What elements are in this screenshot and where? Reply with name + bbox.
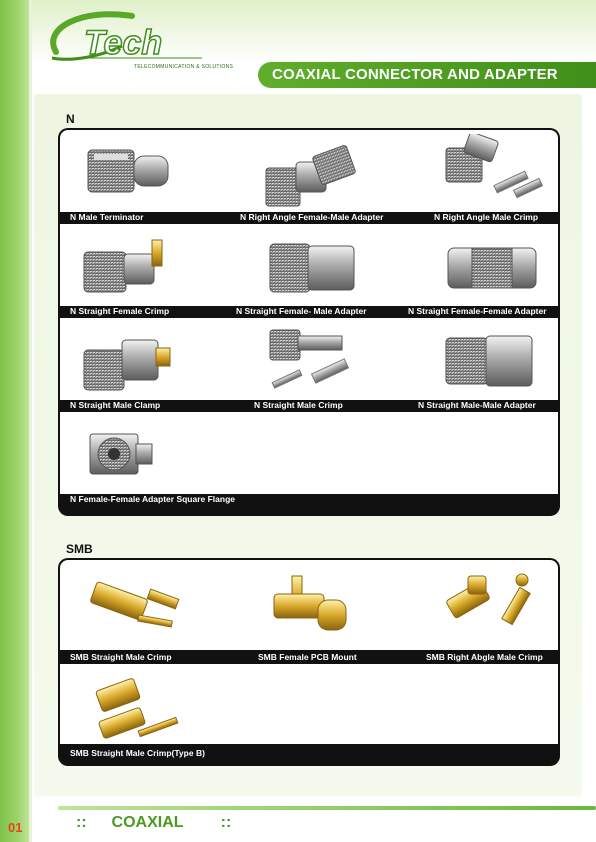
footer-title: COAXIAL — [111, 814, 184, 831]
section-label-smb: SMB — [66, 542, 93, 556]
smb-female-pcb-mount-image — [270, 574, 354, 647]
product-label: N Straight Male Crimp — [254, 400, 343, 410]
product-row — [60, 412, 558, 510]
sidebar-stripe — [0, 0, 32, 842]
page-number: 01 — [8, 820, 23, 835]
smb-right-angle-male-crimp-image — [442, 570, 542, 647]
logo-icon — [42, 6, 212, 68]
footer-rule — [58, 806, 596, 810]
product-label: SMB Female PCB Mount — [258, 652, 357, 662]
n-straight-male-clamp-image — [78, 328, 178, 399]
footer-right-marker: :: — [220, 814, 232, 831]
product-row — [60, 224, 558, 318]
footer-caption — [76, 814, 231, 832]
product-label: N Straight Female-Female Adapter — [408, 306, 547, 316]
product-label: N Right Angle Female-Male Adapter — [240, 212, 384, 222]
product-row — [60, 130, 558, 224]
n-right-angle-male-crimp-image — [436, 134, 546, 209]
product-label: N Female-Female Adapter Square Flange — [70, 494, 236, 504]
product-label: SMB Right Abgle Male Crimp — [426, 652, 543, 662]
smb-straight-male-crimp-image — [88, 574, 184, 645]
product-label: N Right Angle Male Crimp — [434, 212, 539, 222]
product-label: N Straight Male-Male Adapter — [418, 400, 536, 410]
product-label: SMB Straight Male Crimp — [70, 652, 172, 662]
product-row — [60, 560, 558, 664]
n-straight-male-crimp-image — [262, 322, 366, 397]
svg-text:Tech: Tech — [84, 24, 163, 62]
page-title: COAXIAL CONNECTOR AND ADAPTER — [272, 66, 558, 83]
section-label-n: N — [66, 112, 75, 126]
n-straight-female-female-adapter-image — [442, 238, 542, 303]
product-row — [60, 318, 558, 412]
n-male-terminator-image — [80, 138, 176, 209]
product-label: N Straight Male Clamp — [70, 400, 161, 410]
company-logo — [42, 6, 234, 70]
n-straight-male-male-adapter-image — [440, 330, 540, 397]
product-label: N Straight Female Crimp — [70, 306, 170, 316]
n-right-angle-female-male-adapter-image — [260, 144, 360, 215]
n-products-panel — [58, 128, 560, 516]
product-label: SMB Straight Male Crimp(Type B) — [70, 748, 205, 758]
n-straight-female-male-adapter-image — [264, 236, 364, 305]
logo-tagline: TELECOMMUNICATION & SOLUTIONS — [134, 64, 234, 70]
product-row — [60, 664, 558, 764]
n-straight-female-crimp-image — [78, 232, 178, 307]
smb-straight-male-crimp-type-b-image — [94, 674, 184, 745]
n-female-female-adapter-square-flange-image — [82, 420, 162, 493]
product-label: N Straight Female- Male Adapter — [236, 306, 367, 316]
footer-left-marker: :: — [76, 814, 87, 831]
product-label: N Male Terminator — [70, 212, 144, 222]
smb-products-panel — [58, 558, 560, 766]
